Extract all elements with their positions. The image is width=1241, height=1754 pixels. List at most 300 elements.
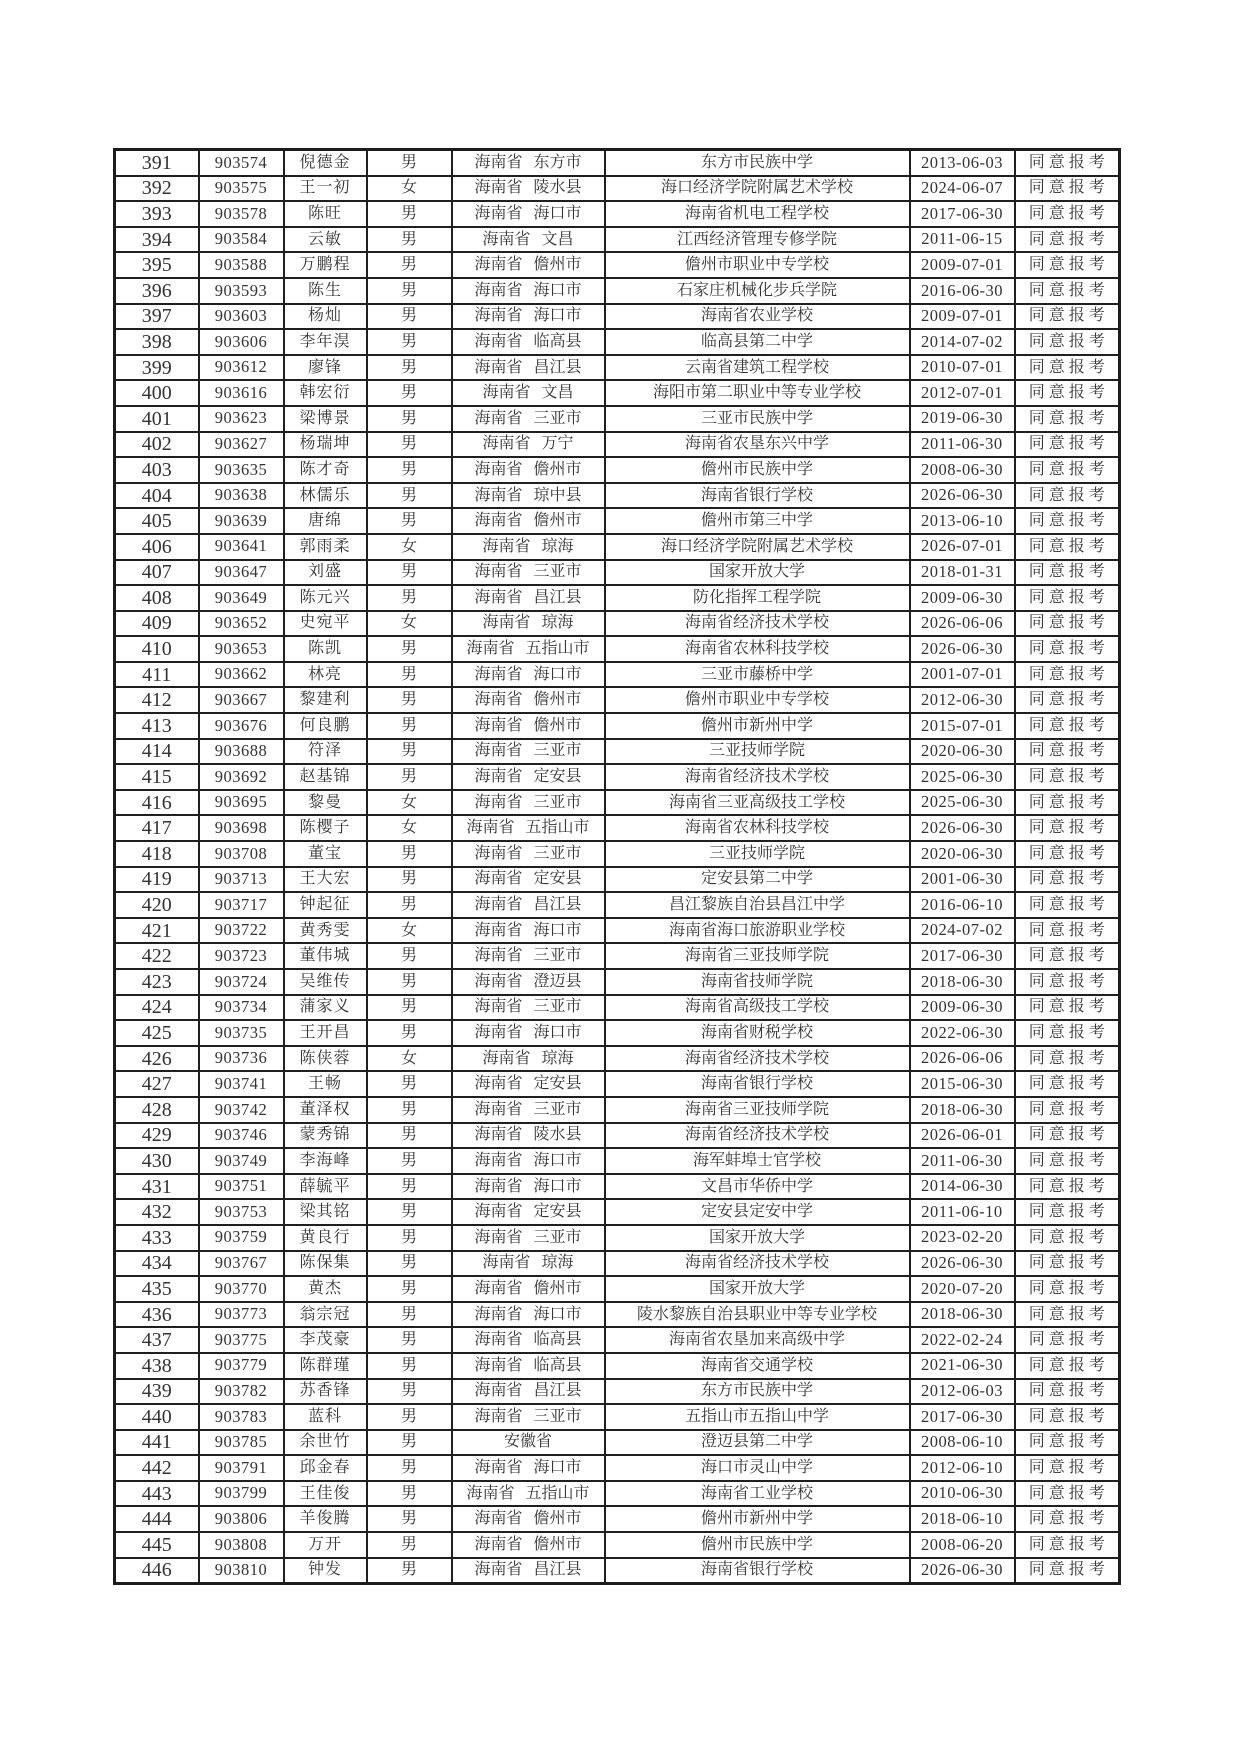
cell-date: 2020-07-20	[910, 1276, 1015, 1302]
cell-exam-id: 903770	[199, 1276, 284, 1302]
table-row	[115, 1532, 1120, 1558]
cell-region: 海南省 琼海	[452, 534, 605, 560]
cell-school: 海南省经济技术学校	[605, 1046, 910, 1072]
cell-exam-id: 903759	[199, 1225, 284, 1251]
cell-name: 李茂豪	[284, 1327, 367, 1353]
cell-status: 同意报考	[1015, 176, 1120, 202]
table-row	[115, 1404, 1120, 1430]
cell-name: 廖锋	[284, 355, 367, 381]
table-row	[115, 1097, 1120, 1123]
cell-seq-number: 435	[115, 1276, 199, 1302]
cell-gender: 男	[367, 739, 452, 765]
table-row	[115, 355, 1120, 381]
table-row	[115, 1506, 1120, 1532]
cell-seq-number: 438	[115, 1353, 199, 1379]
cell-exam-id: 903708	[199, 841, 284, 867]
cell-school: 三亚技师学院	[605, 841, 910, 867]
cell-gender: 男	[367, 841, 452, 867]
cell-seq-number: 432	[115, 1199, 199, 1225]
cell-school: 石家庄机械化步兵学院	[605, 278, 910, 304]
cell-region: 海南省 万宁	[452, 432, 605, 458]
cell-seq-number: 431	[115, 1174, 199, 1200]
cell-name: 陈保集	[284, 1251, 367, 1277]
cell-gender: 男	[367, 1302, 452, 1328]
cell-name: 云敏	[284, 227, 367, 253]
cell-school: 定安县第二中学	[605, 867, 910, 893]
cell-seq-number: 429	[115, 1123, 199, 1149]
cell-name: 倪德金	[284, 150, 367, 176]
cell-region: 海南省 三亚市	[452, 943, 605, 969]
table-row	[115, 815, 1120, 841]
cell-school: 海南省机电工程学校	[605, 201, 910, 227]
table-row	[115, 560, 1120, 586]
cell-school: 海南省三亚高级技工学校	[605, 790, 910, 816]
cell-exam-id: 903662	[199, 662, 284, 688]
cell-status: 同意报考	[1015, 1276, 1120, 1302]
cell-exam-id: 903574	[199, 150, 284, 176]
cell-date: 2009-07-01	[910, 304, 1015, 330]
cell-name: 王大宏	[284, 867, 367, 893]
cell-exam-id: 903734	[199, 995, 284, 1021]
cell-seq-number: 392	[115, 176, 199, 202]
cell-seq-number: 394	[115, 227, 199, 253]
table-row	[115, 995, 1120, 1021]
table-row	[115, 329, 1120, 355]
cell-exam-id: 903641	[199, 534, 284, 560]
cell-gender: 女	[367, 611, 452, 637]
cell-date: 2012-06-30	[910, 687, 1015, 713]
cell-name: 董宝	[284, 841, 367, 867]
cell-date: 2010-06-30	[910, 1481, 1015, 1507]
cell-gender: 女	[367, 1046, 452, 1072]
cell-exam-id: 903724	[199, 969, 284, 995]
cell-date: 2022-02-24	[910, 1327, 1015, 1353]
cell-name: 蒲家义	[284, 995, 367, 1021]
table-row	[115, 432, 1120, 458]
cell-exam-id: 903806	[199, 1506, 284, 1532]
cell-status: 同意报考	[1015, 636, 1120, 662]
cell-name: 黎曼	[284, 790, 367, 816]
cell-seq-number: 409	[115, 611, 199, 637]
table-row	[115, 687, 1120, 713]
cell-name: 王开昌	[284, 1020, 367, 1046]
cell-status: 同意报考	[1015, 1225, 1120, 1251]
cell-school: 海口市灵山中学	[605, 1455, 910, 1481]
cell-name: 唐绵	[284, 508, 367, 534]
cell-school: 海南省经济技术学校	[605, 611, 910, 637]
cell-gender: 男	[367, 355, 452, 381]
cell-region: 海南省 海口市	[452, 1302, 605, 1328]
cell-exam-id: 903717	[199, 892, 284, 918]
cell-gender: 男	[367, 687, 452, 713]
cell-date: 2018-06-30	[910, 1302, 1015, 1328]
cell-name: 黄良行	[284, 1225, 367, 1251]
cell-school: 澄迈县第二中学	[605, 1430, 910, 1456]
cell-seq-number: 424	[115, 995, 199, 1021]
cell-status: 同意报考	[1015, 406, 1120, 432]
cell-date: 2012-06-10	[910, 1455, 1015, 1481]
cell-status: 同意报考	[1015, 201, 1120, 227]
cell-seq-number: 415	[115, 764, 199, 790]
cell-region: 海南省 昌江县	[452, 1379, 605, 1405]
cell-school: 国家开放大学	[605, 560, 910, 586]
table-row	[115, 1455, 1120, 1481]
cell-name: 黄杰	[284, 1276, 367, 1302]
cell-name: 王一初	[284, 176, 367, 202]
cell-region: 海南省 三亚市	[452, 1404, 605, 1430]
cell-gender: 男	[367, 764, 452, 790]
cell-exam-id: 903612	[199, 355, 284, 381]
cell-status: 同意报考	[1015, 227, 1120, 253]
cell-region: 海南省 五指山市	[452, 1481, 605, 1507]
cell-date: 2025-06-30	[910, 790, 1015, 816]
cell-date: 2026-06-30	[910, 1251, 1015, 1277]
cell-date: 2017-06-30	[910, 943, 1015, 969]
cell-gender: 男	[367, 1430, 452, 1456]
cell-gender: 男	[367, 1020, 452, 1046]
cell-status: 同意报考	[1015, 1123, 1120, 1149]
cell-school: 陵水黎族自治县职业中等专业学校	[605, 1302, 910, 1328]
cell-seq-number: 441	[115, 1430, 199, 1456]
cell-date: 2026-06-01	[910, 1123, 1015, 1149]
cell-region: 海南省 琼海	[452, 1251, 605, 1277]
cell-region: 海南省 定安县	[452, 1071, 605, 1097]
cell-seq-number: 400	[115, 380, 199, 406]
cell-gender: 男	[367, 304, 452, 330]
cell-date: 2020-06-30	[910, 739, 1015, 765]
cell-date: 2016-06-30	[910, 278, 1015, 304]
cell-name: 苏香锋	[284, 1379, 367, 1405]
cell-date: 2026-06-30	[910, 483, 1015, 509]
cell-exam-id: 903749	[199, 1148, 284, 1174]
cell-seq-number: 446	[115, 1558, 199, 1584]
cell-exam-id: 903722	[199, 918, 284, 944]
cell-status: 同意报考	[1015, 1327, 1120, 1353]
cell-seq-number: 391	[115, 150, 199, 176]
cell-gender: 男	[367, 252, 452, 278]
cell-date: 2026-06-06	[910, 611, 1015, 637]
cell-status: 同意报考	[1015, 1199, 1120, 1225]
table-row	[115, 867, 1120, 893]
cell-date: 2015-07-01	[910, 713, 1015, 739]
cell-seq-number: 402	[115, 432, 199, 458]
cell-gender: 男	[367, 1148, 452, 1174]
cell-school: 江西经济管理专修学院	[605, 227, 910, 253]
cell-region: 海南省 三亚市	[452, 1097, 605, 1123]
cell-date: 2019-06-30	[910, 406, 1015, 432]
cell-gender: 男	[367, 1558, 452, 1584]
cell-exam-id: 903808	[199, 1532, 284, 1558]
cell-exam-id: 903810	[199, 1558, 284, 1584]
cell-exam-id: 903688	[199, 739, 284, 765]
cell-school: 海南省财税学校	[605, 1020, 910, 1046]
cell-name: 陈凯	[284, 636, 367, 662]
cell-region: 海南省 儋州市	[452, 457, 605, 483]
table-row	[115, 1302, 1120, 1328]
table-row	[115, 892, 1120, 918]
cell-gender: 男	[367, 943, 452, 969]
cell-school: 海南省高级技工学校	[605, 995, 910, 1021]
cell-seq-number: 434	[115, 1251, 199, 1277]
cell-status: 同意报考	[1015, 611, 1120, 637]
table-row	[115, 1071, 1120, 1097]
cell-school: 儋州市民族中学	[605, 1532, 910, 1558]
cell-region: 海南省 临高县	[452, 329, 605, 355]
table-row	[115, 585, 1120, 611]
cell-region: 海南省 三亚市	[452, 406, 605, 432]
cell-exam-id: 903742	[199, 1097, 284, 1123]
table-row	[115, 662, 1120, 688]
cell-seq-number: 417	[115, 815, 199, 841]
cell-gender: 男	[367, 150, 452, 176]
cell-gender: 男	[367, 662, 452, 688]
cell-exam-id: 903753	[199, 1199, 284, 1225]
table-row	[115, 1123, 1120, 1149]
cell-date: 2026-06-06	[910, 1046, 1015, 1072]
cell-seq-number: 418	[115, 841, 199, 867]
table-row	[115, 1353, 1120, 1379]
cell-seq-number: 393	[115, 201, 199, 227]
cell-status: 同意报考	[1015, 329, 1120, 355]
table-row	[115, 380, 1120, 406]
cell-seq-number: 406	[115, 534, 199, 560]
cell-status: 同意报考	[1015, 1097, 1120, 1123]
cell-gender: 男	[367, 1225, 452, 1251]
cell-status: 同意报考	[1015, 918, 1120, 944]
cell-region: 海南省 琼海	[452, 611, 605, 637]
cell-status: 同意报考	[1015, 150, 1120, 176]
cell-region: 海南省 昌江县	[452, 1558, 605, 1584]
cell-gender: 男	[367, 1379, 452, 1405]
cell-name: 林亮	[284, 662, 367, 688]
cell-name: 陈元兴	[284, 585, 367, 611]
cell-status: 同意报考	[1015, 355, 1120, 381]
cell-school: 海南省技师学院	[605, 969, 910, 995]
cell-name: 黄秀雯	[284, 918, 367, 944]
cell-gender: 男	[367, 1327, 452, 1353]
cell-name: 史宛平	[284, 611, 367, 637]
cell-name: 王佳俊	[284, 1481, 367, 1507]
cell-seq-number: 405	[115, 508, 199, 534]
cell-status: 同意报考	[1015, 508, 1120, 534]
cell-region: 海南省 东方市	[452, 150, 605, 176]
cell-status: 同意报考	[1015, 1404, 1120, 1430]
cell-exam-id: 903692	[199, 764, 284, 790]
cell-status: 同意报考	[1015, 764, 1120, 790]
cell-seq-number: 411	[115, 662, 199, 688]
cell-status: 同意报考	[1015, 1251, 1120, 1277]
table-row	[115, 764, 1120, 790]
cell-region: 海南省 儋州市	[452, 1276, 605, 1302]
cell-region: 海南省 儋州市	[452, 687, 605, 713]
cell-date: 2025-06-30	[910, 764, 1015, 790]
cell-date: 2020-06-30	[910, 841, 1015, 867]
cell-region: 海南省 澄迈县	[452, 969, 605, 995]
cell-seq-number: 420	[115, 892, 199, 918]
cell-exam-id: 903623	[199, 406, 284, 432]
cell-exam-id: 903713	[199, 867, 284, 893]
cell-gender: 男	[367, 1276, 452, 1302]
cell-exam-id: 903775	[199, 1327, 284, 1353]
cell-region: 海南省 三亚市	[452, 995, 605, 1021]
cell-status: 同意报考	[1015, 304, 1120, 330]
cell-status: 同意报考	[1015, 1455, 1120, 1481]
cell-gender: 男	[367, 1174, 452, 1200]
cell-gender: 女	[367, 918, 452, 944]
cell-date: 2026-07-01	[910, 534, 1015, 560]
cell-region: 海南省 海口市	[452, 1455, 605, 1481]
cell-status: 同意报考	[1015, 252, 1120, 278]
cell-gender: 男	[367, 1481, 452, 1507]
cell-exam-id: 903584	[199, 227, 284, 253]
cell-school: 海口经济学院附属艺术学校	[605, 176, 910, 202]
cell-date: 2017-06-30	[910, 201, 1015, 227]
cell-date: 2011-06-10	[910, 1199, 1015, 1225]
cell-seq-number: 437	[115, 1327, 199, 1353]
cell-region: 海南省 海口市	[452, 1174, 605, 1200]
cell-gender: 女	[367, 790, 452, 816]
cell-status: 同意报考	[1015, 943, 1120, 969]
cell-region: 海南省 儋州市	[452, 252, 605, 278]
cell-name: 翁宗冠	[284, 1302, 367, 1328]
cell-exam-id: 903773	[199, 1302, 284, 1328]
cell-date: 2018-06-30	[910, 1097, 1015, 1123]
cell-exam-id: 903639	[199, 508, 284, 534]
cell-seq-number: 423	[115, 969, 199, 995]
cell-date: 2016-06-10	[910, 892, 1015, 918]
table-row	[115, 1020, 1120, 1046]
cell-region: 海南省 昌江县	[452, 892, 605, 918]
cell-gender: 男	[367, 406, 452, 432]
cell-status: 同意报考	[1015, 1071, 1120, 1097]
cell-date: 2013-06-10	[910, 508, 1015, 534]
cell-exam-id: 903741	[199, 1071, 284, 1097]
cell-exam-id: 903698	[199, 815, 284, 841]
cell-school: 儋州市职业中专学校	[605, 252, 910, 278]
table-row	[115, 1046, 1120, 1072]
cell-status: 同意报考	[1015, 1379, 1120, 1405]
cell-name: 蓝科	[284, 1404, 367, 1430]
table-row	[115, 252, 1120, 278]
cell-school: 海南省农林科技学校	[605, 815, 910, 841]
cell-region: 海南省 海口市	[452, 304, 605, 330]
cell-date: 2021-06-30	[910, 1353, 1015, 1379]
cell-status: 同意报考	[1015, 1353, 1120, 1379]
cell-school: 防化指挥工程学院	[605, 585, 910, 611]
cell-school: 儋州市新州中学	[605, 713, 910, 739]
cell-exam-id: 903635	[199, 457, 284, 483]
cell-school: 海南省三亚技师学院	[605, 943, 910, 969]
cell-seq-number: 440	[115, 1404, 199, 1430]
cell-seq-number: 412	[115, 687, 199, 713]
cell-date: 2014-07-02	[910, 329, 1015, 355]
cell-name: 郭雨柔	[284, 534, 367, 560]
cell-exam-id: 903616	[199, 380, 284, 406]
cell-school: 儋州市第三中学	[605, 508, 910, 534]
cell-region: 海南省 陵水县	[452, 1123, 605, 1149]
cell-school: 儋州市民族中学	[605, 457, 910, 483]
table-row	[115, 227, 1120, 253]
cell-region: 海南省 海口市	[452, 278, 605, 304]
table-row	[115, 1148, 1120, 1174]
cell-name: 董泽权	[284, 1097, 367, 1123]
cell-date: 2018-01-31	[910, 560, 1015, 586]
cell-exam-id: 903735	[199, 1020, 284, 1046]
cell-status: 同意报考	[1015, 380, 1120, 406]
cell-date: 2009-07-01	[910, 252, 1015, 278]
cell-exam-id: 903627	[199, 432, 284, 458]
cell-school: 三亚市藤桥中学	[605, 662, 910, 688]
cell-name: 李海峰	[284, 1148, 367, 1174]
cell-gender: 男	[367, 969, 452, 995]
table-row	[115, 1199, 1120, 1225]
cell-seq-number: 443	[115, 1481, 199, 1507]
cell-seq-number: 403	[115, 457, 199, 483]
cell-status: 同意报考	[1015, 867, 1120, 893]
cell-seq-number: 425	[115, 1020, 199, 1046]
cell-name: 赵基锦	[284, 764, 367, 790]
cell-name: 吴维传	[284, 969, 367, 995]
table-row	[115, 304, 1120, 330]
registration-table	[113, 148, 1121, 1585]
cell-date: 2001-07-01	[910, 662, 1015, 688]
cell-school: 东方市民族中学	[605, 1379, 910, 1405]
cell-region: 海南省 三亚市	[452, 1225, 605, 1251]
cell-name: 万开	[284, 1532, 367, 1558]
cell-region: 海南省 海口市	[452, 918, 605, 944]
cell-school: 东方市民族中学	[605, 150, 910, 176]
registration-table-body	[115, 150, 1120, 1584]
table-row	[115, 406, 1120, 432]
cell-date: 2012-07-01	[910, 380, 1015, 406]
cell-exam-id: 903779	[199, 1353, 284, 1379]
table-row	[115, 611, 1120, 637]
cell-exam-id: 903751	[199, 1174, 284, 1200]
cell-exam-id: 903767	[199, 1251, 284, 1277]
cell-region: 海南省 琼海	[452, 1046, 605, 1072]
cell-status: 同意报考	[1015, 534, 1120, 560]
cell-region: 海南省 五指山市	[452, 636, 605, 662]
cell-region: 海南省 定安县	[452, 764, 605, 790]
cell-status: 同意报考	[1015, 1302, 1120, 1328]
table-row	[115, 1276, 1120, 1302]
cell-region: 海南省 定安县	[452, 867, 605, 893]
cell-status: 同意报考	[1015, 790, 1120, 816]
cell-gender: 男	[367, 585, 452, 611]
cell-gender: 男	[367, 867, 452, 893]
table-row	[115, 201, 1120, 227]
cell-name: 陈旺	[284, 201, 367, 227]
cell-seq-number: 436	[115, 1302, 199, 1328]
cell-status: 同意报考	[1015, 969, 1120, 995]
cell-seq-number: 404	[115, 483, 199, 509]
cell-status: 同意报考	[1015, 457, 1120, 483]
cell-region: 安徽省	[452, 1430, 605, 1456]
cell-gender: 男	[367, 508, 452, 534]
cell-status: 同意报考	[1015, 892, 1120, 918]
cell-exam-id: 903736	[199, 1046, 284, 1072]
cell-gender: 男	[367, 892, 452, 918]
cell-status: 同意报考	[1015, 1532, 1120, 1558]
table-row	[115, 534, 1120, 560]
cell-name: 陈才奇	[284, 457, 367, 483]
cell-status: 同意报考	[1015, 841, 1120, 867]
cell-seq-number: 426	[115, 1046, 199, 1072]
cell-name: 梁博景	[284, 406, 367, 432]
cell-school: 海军蚌埠士官学校	[605, 1148, 910, 1174]
table-row	[115, 739, 1120, 765]
cell-exam-id: 903667	[199, 687, 284, 713]
